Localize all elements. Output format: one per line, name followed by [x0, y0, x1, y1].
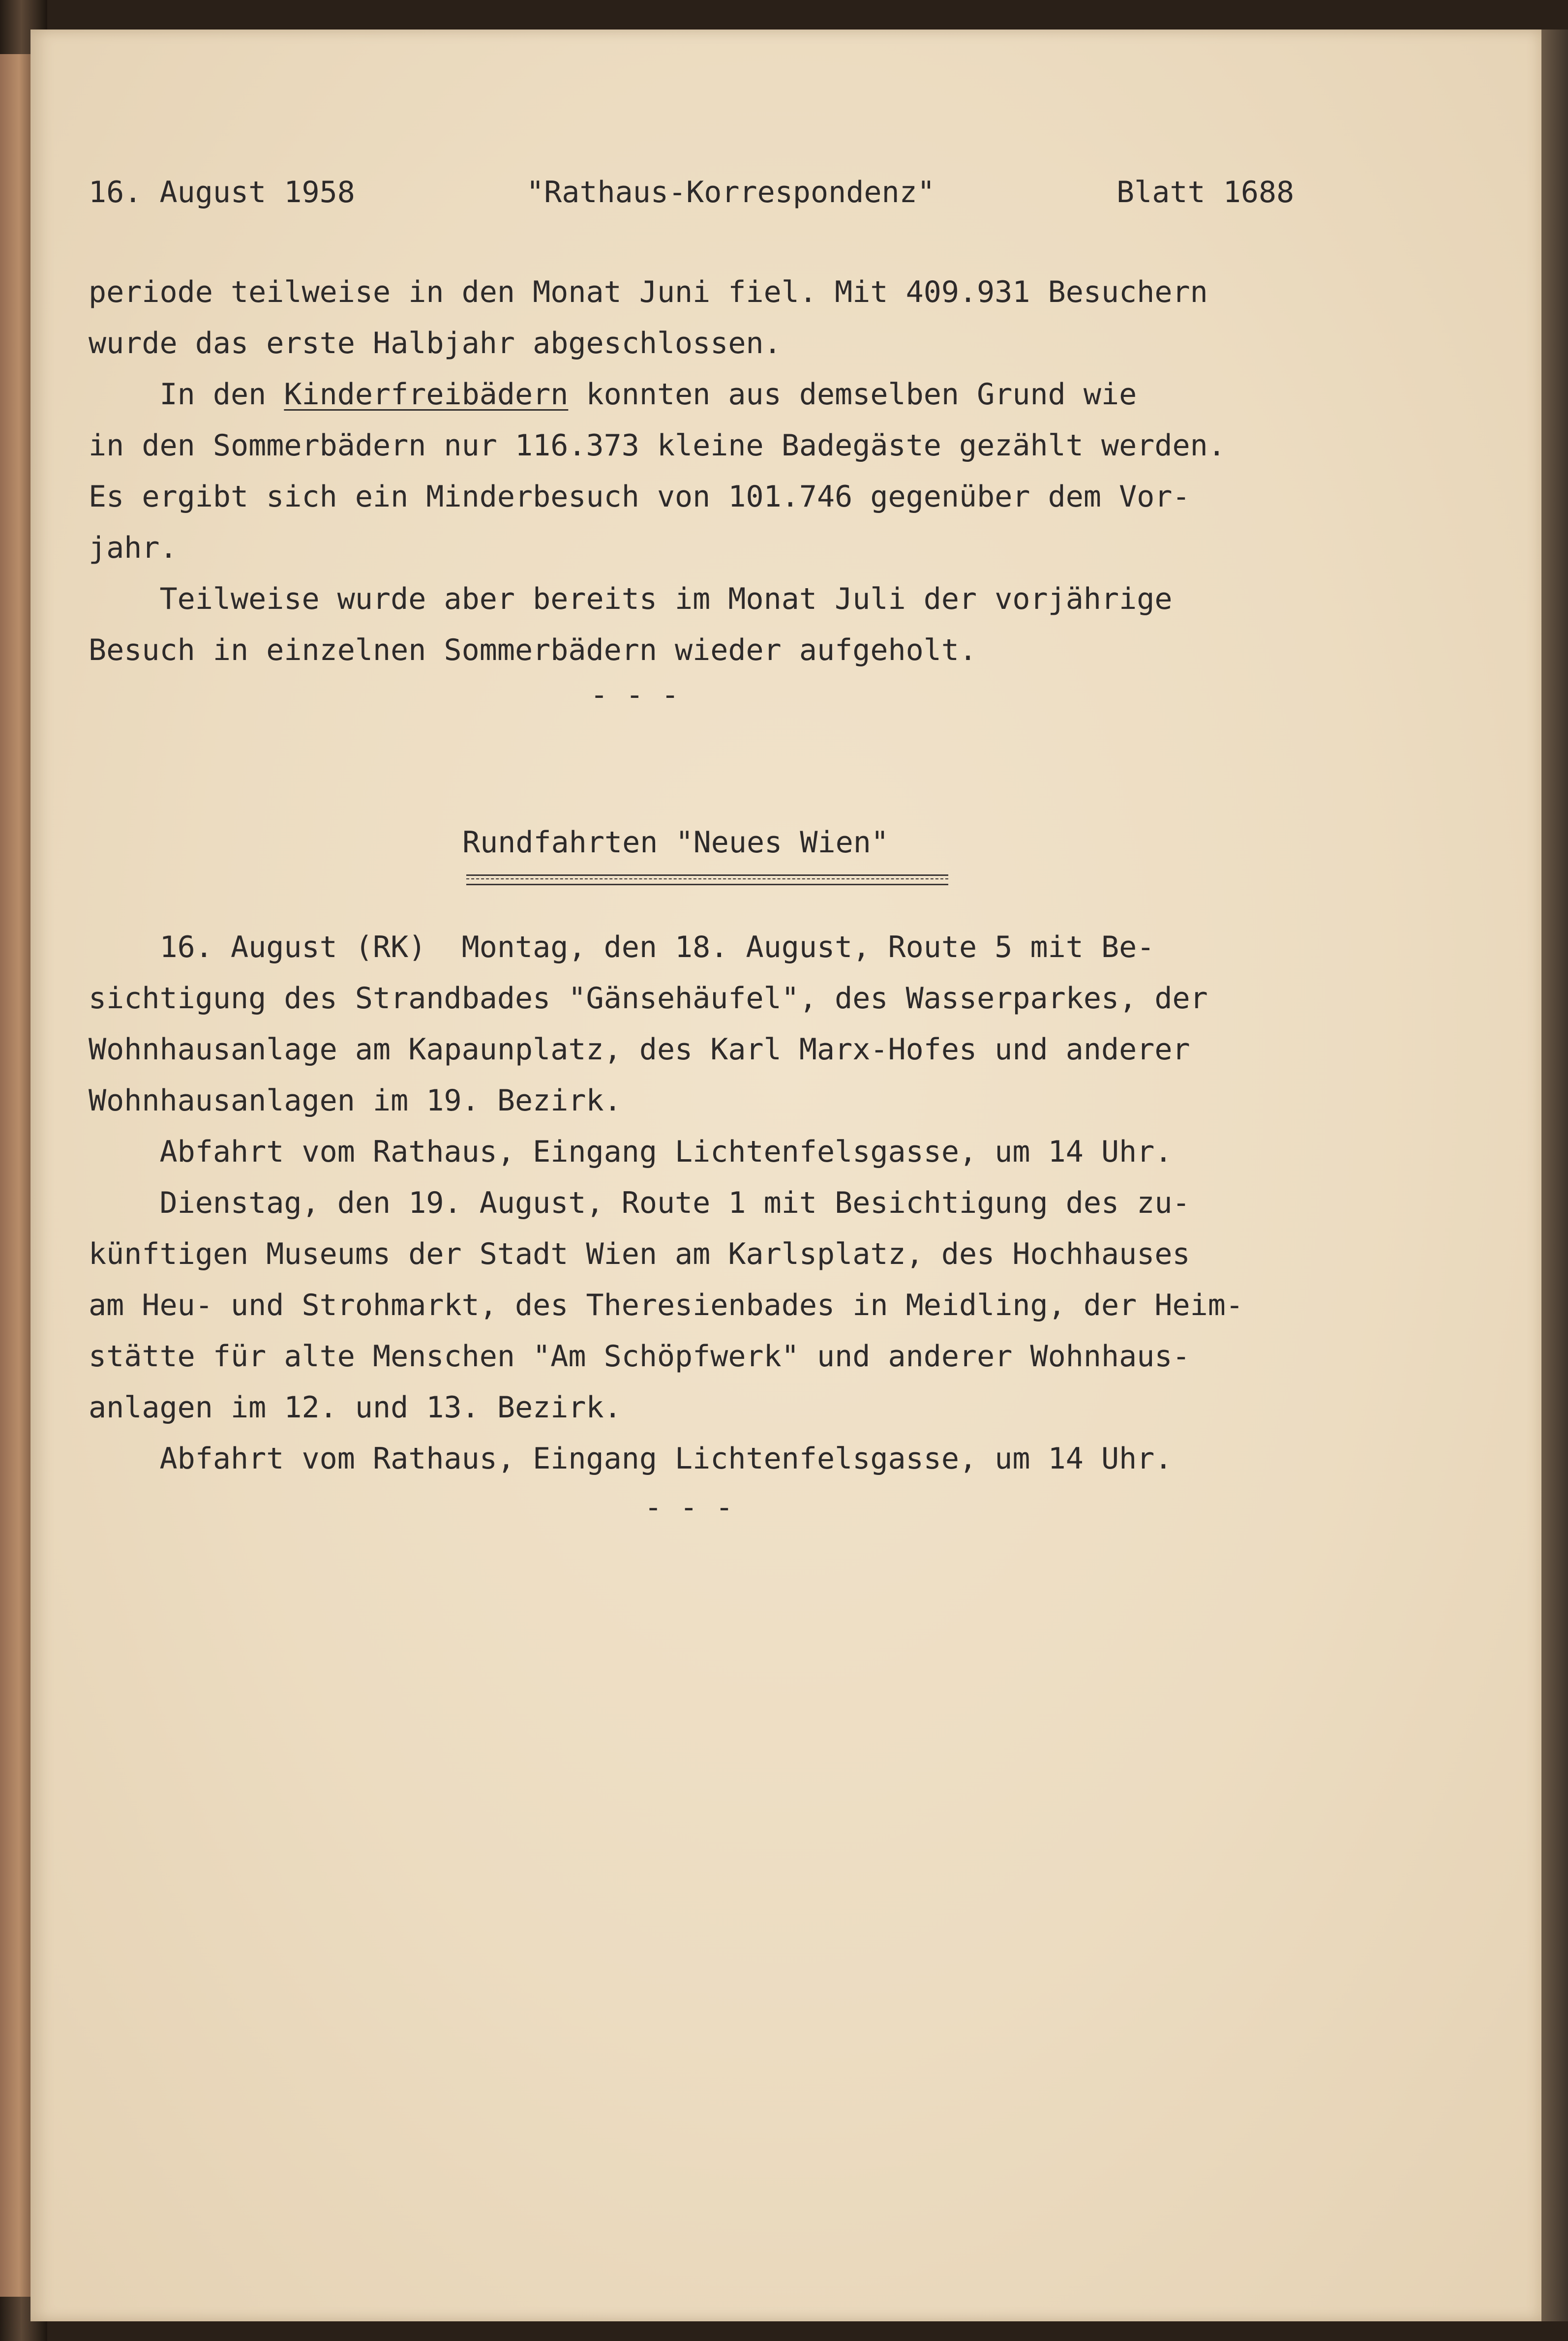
paragraph-4-line-2: sichtigung des Strandbades "Gänsehäufel", des Wasserparkes, der: [89, 981, 1208, 1016]
paragraph-1-line-1: periode teilweise in den Monat Juni fiel. Mit 409.931 Besuchern: [89, 275, 1208, 309]
paragraph-2-line-2: in den Sommerbädern nur 116.373 kleine Badegäste gezählt werden.: [89, 428, 1226, 463]
header-date: 16. August 1958: [89, 175, 355, 210]
paragraph-3-line-2: Besuch in einzelnen Sommerbädern wieder aufgeholt.: [89, 633, 977, 667]
paragraph-6-line-3: am Heu- und Strohmarkt, des Theresienbades in Meidling, der Heim-: [89, 1288, 1243, 1322]
paragraph-4-line-1: 16. August (RK) Montag, den 18. August, Route 5 mit Be-: [89, 930, 1155, 964]
paragraph-2-prefix: In den: [89, 377, 284, 412]
paragraph-6-line-5: anlagen im 12. und 13. Bezirk.: [89, 1390, 622, 1425]
paragraph-1-line-2: wurde das erste Halbjahr abgeschlossen.: [89, 326, 782, 360]
previous-page-edge: [0, 54, 31, 2297]
paragraph-2-suffix: konnten aus demselben Grund wie: [568, 377, 1137, 412]
paragraph-6-line-1: Dienstag, den 19. August, Route 1 mit Besichtigung des zu-: [89, 1186, 1190, 1220]
paragraph-4-line-4: Wohnhausanlagen im 19. Bezirk.: [89, 1083, 622, 1118]
page-edge-right: [1541, 30, 1568, 2321]
paragraph-6-line-2: künftigen Museums der Stadt Wien am Karlsplatz, des Hochhauses: [89, 1237, 1190, 1271]
paragraph-4-line-3: Wohnhausanlage am Kapaunplatz, des Karl Marx-Hofes und anderer: [89, 1032, 1190, 1067]
paragraph-2-line-1: [89, 375, 1137, 414]
underlined-term: Kinderfreibädern: [284, 377, 569, 412]
section-separator-1: - - -: [590, 678, 679, 712]
paragraph-6-line-4: stätte für alte Menschen "Am Schöpfwerk" und anderer Wohnhaus-: [89, 1339, 1190, 1374]
paragraph-5-line-1: Abfahrt vom Rathaus, Eingang Lichtenfelsgasse, um 14 Uhr.: [89, 1135, 1173, 1169]
paragraph-2-line-4: jahr.: [89, 531, 178, 565]
page-header: [89, 175, 1328, 214]
paragraph-2-line-3: Es ergibt sich ein Minderbesuch von 101.746 gegenüber dem Vor-: [89, 480, 1190, 514]
title-rule-inner: [466, 878, 948, 879]
header-publication: "Rathaus-Korrespondenz": [526, 175, 935, 210]
paragraph-7-line-1: Abfahrt vom Rathaus, Eingang Lichtenfelsgasse, um 14 Uhr.: [89, 1441, 1173, 1476]
section-title: Rundfahrten "Neues Wien": [462, 825, 889, 860]
section-separator-2: - - -: [644, 1490, 733, 1525]
header-sheet-number: Blatt 1688: [1116, 175, 1295, 210]
document-page: [30, 30, 1541, 2321]
paragraph-3-line-1: Teilweise wurde aber bereits im Monat Juli der vorjährige: [89, 582, 1173, 616]
title-double-rule: [466, 874, 948, 885]
